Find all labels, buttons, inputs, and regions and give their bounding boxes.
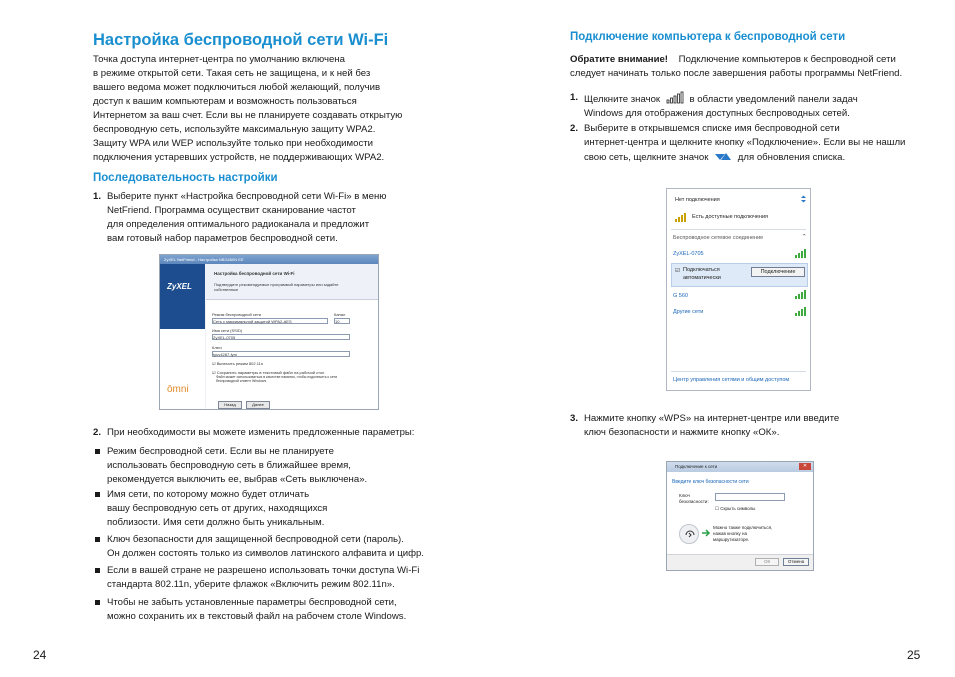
note-label: Обратите внимание! xyxy=(570,54,668,65)
ssid-input[interactable]: ZyXEL-0705 xyxy=(212,334,350,340)
wps-hint-3: маршрутизаторе. xyxy=(713,537,750,542)
next-button[interactable]: Далее xyxy=(246,401,270,409)
step-line: интернет-центра и щелкните кнопку «Подключение». Если вы не нашли xyxy=(584,137,906,148)
step-line: При необходимости вы можете изменить предложенные параметры: xyxy=(107,427,415,438)
wps-hint: Можно также подключиться, xyxy=(713,525,773,530)
bullet-icon xyxy=(95,600,100,605)
intro-line: доступ к вашим компьютерам и возможность пользоваться xyxy=(93,96,357,107)
save-checkbox[interactable]: ☑ Сохранить параметры в текстовый файл на рабочий стол xyxy=(212,370,325,375)
divider xyxy=(671,229,806,230)
step-line: Выберите пункт «Настройка беспроводной сети Wi-Fi» в меню xyxy=(107,191,387,202)
dialog-title: Подключение к сети xyxy=(675,464,718,469)
not-connected-label: Нет подключения xyxy=(675,197,720,203)
signal-icon xyxy=(795,307,808,316)
right-step-3 xyxy=(570,412,940,440)
hide-characters-label: Скрыть символы xyxy=(720,506,756,511)
security-key-dialog xyxy=(666,461,814,571)
bullet-item xyxy=(93,596,453,624)
wizard-header xyxy=(206,264,378,300)
step-line: NetFriend. Программа осуществит сканирование частот xyxy=(107,205,356,216)
available-label: Есть доступные подключения xyxy=(692,214,768,220)
connect-button[interactable]: Подключение xyxy=(751,267,805,277)
left-step-1 xyxy=(93,190,423,250)
step-line: в области уведомлений панели задач xyxy=(689,94,858,105)
step-number: 3. xyxy=(570,413,579,424)
bullet-line: Имя сети, по которому можно будет отличать xyxy=(107,489,310,500)
note-text: Подключение компьютеров к беспроводной сети xyxy=(678,54,896,65)
netfriend-screenshot xyxy=(159,254,379,410)
bullet-item xyxy=(93,533,453,561)
network-list-screenshot xyxy=(666,188,811,391)
arrow-icon xyxy=(701,528,711,538)
bullet-line: Чтобы не забыть установленные параметры беспроводной сети, xyxy=(107,597,397,608)
key-label: Ключ xyxy=(679,493,690,498)
step-line: Нажмите кнопку «WPS» на интернет-центре или введите xyxy=(584,413,840,424)
step-number: 2. xyxy=(570,123,579,134)
bullet-line: использовать беспроводную сеть в ближайшее время, xyxy=(107,460,351,471)
section-title: Последовательность настройки xyxy=(93,172,278,184)
wizard-header-subtitle: Подтвердите рекомендуемые программой параметры или задайте собственные xyxy=(214,282,339,292)
right-page-title: Подключение компьютера к беспроводной сети xyxy=(570,31,846,43)
section-label: Беспроводное сетевое соединение xyxy=(673,235,764,241)
dialog-titlebar xyxy=(667,462,813,472)
intro-line: Интернетом за ваш счет. Если вы не планируете создавать открытую xyxy=(93,110,403,121)
note-text: следует начинать только после завершения работы программы NetFriend. xyxy=(570,68,903,79)
step-line: Щелкните значок xyxy=(584,94,661,105)
left-page-number: 24 xyxy=(33,648,47,662)
step-number: 2. xyxy=(93,427,102,438)
n-mode-label: Включить режим 802.11n xyxy=(216,361,264,366)
zyxel-logo: ZyXEL xyxy=(167,282,192,291)
signal-icon xyxy=(795,290,808,299)
key-label: Ключ xyxy=(212,345,222,350)
bullet-item xyxy=(93,488,453,530)
step-line: Выберите в открывшемся списке имя беспроводной сети xyxy=(584,123,840,134)
bullet-icon xyxy=(95,492,100,497)
step-line: свою сеть, щелкните значок xyxy=(584,152,709,163)
auto-connect-checkbox[interactable]: ☑ xyxy=(675,268,680,274)
refresh-icon[interactable] xyxy=(800,195,807,203)
auto-connect-label: Подключаться xyxy=(683,267,720,273)
hide-characters-checkbox[interactable]: ☐ Скрыть символы xyxy=(715,506,756,511)
save-label: Сохранить параметры в текстовый файл на рабочий стол xyxy=(216,370,325,375)
window-title: ZyXEL NetFriend - Настройка NBG460N EE xyxy=(164,257,244,262)
network-center-link[interactable]: Центр управления сетями и общим доступом xyxy=(673,377,790,383)
intro-line: вашего ведома может подключиться любой желающий, получив xyxy=(93,82,381,93)
sidebar xyxy=(160,264,205,409)
step-number: 1. xyxy=(570,92,579,103)
left-page-title: Настройка беспроводной сети Wi-Fi xyxy=(93,31,389,49)
signal-icon xyxy=(795,249,808,258)
wizard-content xyxy=(206,264,378,409)
bullet-line: можно сохранить их в текстовый файл на рабочем столе Windows. xyxy=(107,611,407,622)
key-label-2: безопасности: xyxy=(679,499,709,504)
mode-label: Режим беспроводной сети xyxy=(212,312,262,317)
omni-logo: ōmni xyxy=(167,384,189,395)
dialog-heading: Введите ключ безопасности сети xyxy=(672,479,749,485)
bullet-line: вашу беспроводную сеть от других, находящихся xyxy=(107,503,328,514)
bullet-line: поблизости. Имя сети должно быть уникальным. xyxy=(107,517,325,528)
ok-button[interactable]: ОК xyxy=(755,558,779,566)
wps-hint-2: нажав кнопку на xyxy=(713,531,748,536)
bullet-line: Он должен состоять только из символов латинского алфавита и цифр. xyxy=(107,548,424,559)
bullet-icon xyxy=(95,568,100,573)
refresh-arrows-icon xyxy=(713,150,733,163)
divider xyxy=(671,371,806,372)
close-icon[interactable]: ✕ xyxy=(799,463,811,470)
step-number: 1. xyxy=(93,191,102,202)
window-titlebar xyxy=(160,255,378,264)
network-zyxel[interactable]: ZyXEL-0705 xyxy=(673,251,704,257)
cancel-button[interactable]: Отмена xyxy=(783,558,809,566)
intro-line: Точка доступа интернет-центра по умолчанию включена xyxy=(93,54,345,65)
n-mode-checkbox[interactable]: ☑ Включить режим 802.11n xyxy=(212,361,264,366)
step-line: ключ безопасности и нажмите кнопку «ОК». xyxy=(584,427,780,438)
auto-connect-label-2: автоматически xyxy=(683,275,721,281)
bullet-line: Если в вашей стране не разрешено использовать точки доступа Wi-Fi xyxy=(107,565,420,576)
bullet-item xyxy=(93,445,453,487)
network-g560[interactable]: G 560 xyxy=(673,293,688,299)
wizard-header-title: Настройка беспроводной сети Wi-Fi xyxy=(214,271,295,276)
key-input[interactable]: tyuv4287-fym xyxy=(212,351,350,357)
channel-select[interactable]: 10 xyxy=(334,318,350,324)
note-paragraph xyxy=(570,53,940,81)
left-step-2 xyxy=(93,426,443,440)
channel-label: Канал xyxy=(334,312,346,317)
step-line: для обновления списка. xyxy=(737,152,846,163)
network-other[interactable]: Другие сети xyxy=(673,309,704,315)
intro-paragraph xyxy=(93,53,433,165)
bullet-line: стандарта 802.11n, уберите флажок «Включить режим 802.11n». xyxy=(107,579,395,590)
right-page-number: 25 xyxy=(907,648,921,662)
step-line: для определения оптимального радиоканала и предложит xyxy=(107,219,370,230)
right-step-2 xyxy=(570,122,950,166)
mode-select[interactable]: Сеть с максимальной защитой WPA2-AES xyxy=(212,318,328,324)
bullet-line: Режим беспроводной сети. Если вы не планируете xyxy=(107,446,334,457)
security-key-input[interactable] xyxy=(715,493,785,501)
bullet-item xyxy=(93,564,453,592)
available-signal-icon xyxy=(675,213,688,222)
intro-line: в режиме открытой сети. Такая сеть не защищена, и к ней без xyxy=(93,68,371,79)
intro-line: беспроводную сеть, используйте максимальную защиту WPA2. xyxy=(93,124,376,135)
right-step-1 xyxy=(570,91,940,119)
wireless-signal-icon xyxy=(666,91,684,104)
bullet-icon xyxy=(95,449,100,454)
back-button[interactable]: Назад xyxy=(218,401,242,409)
collapse-icon[interactable]: ⌃ xyxy=(802,234,807,240)
ssid-label: Имя сети (SSID) xyxy=(212,328,243,333)
step-line: Windows для отображения доступных беспроводных сетей. xyxy=(584,108,850,119)
wps-router-icon xyxy=(679,524,699,544)
bullet-line: Ключ безопасности для защищенной беспроводной сети (пароль). xyxy=(107,534,404,545)
step-line: вам готовый набор параметров беспроводной сети. xyxy=(107,233,338,244)
bullet-line: рекомендуется выключить ее, выбрав «Сеть выключена». xyxy=(107,474,368,485)
save-hint: Файл может использоваться в качестве памятки, чтобы подключить к сети беспроводной клиент Windows xyxy=(216,375,338,383)
bullet-icon xyxy=(95,537,100,542)
intro-line: подключения устаревших устройств, не поддерживающих WPA2. xyxy=(93,152,385,163)
intro-line: Защиту WPA или WEP используйте только при необходимости xyxy=(93,138,374,149)
